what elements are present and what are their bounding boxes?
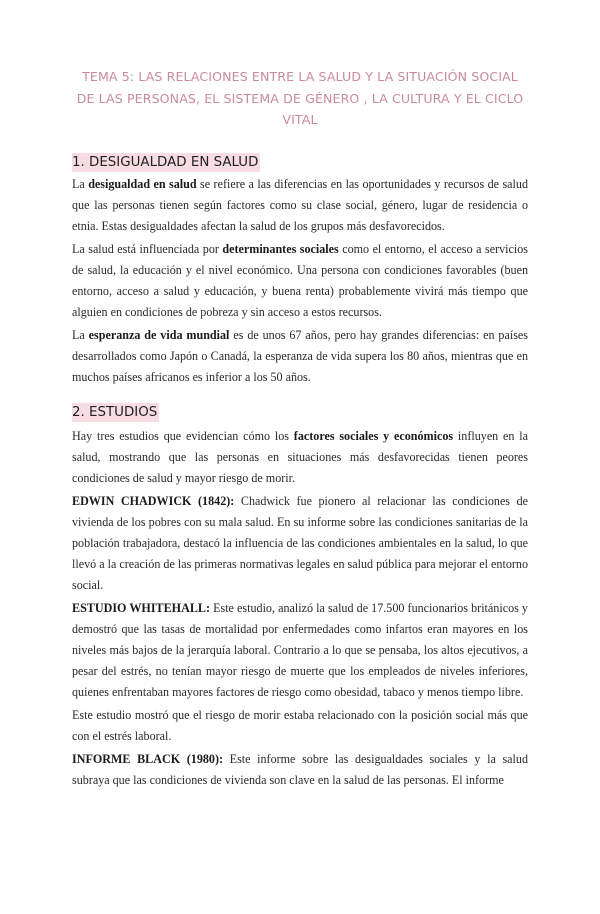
paragraph: Hay tres estudios que evidencian cómo los factores sociales y económicos influyen en la salud, mostrando que las personas en situaciones más desfavorecidas tienen peores condiciones de salud y mayor riesgo de morir. (72, 428, 529, 485)
paragraph: Este estudio mostró que el riesgo de morir estaba relacionado con la posición social más que con el estrés laboral. (72, 707, 528, 743)
paragraph: INFORME BLACK (1980): Este informe sobre las desigualdades sociales y la salud subraya que las condiciones de vivienda son clave en la salud de las personas. El informe (72, 751, 528, 787)
section-heading-estudios: 2. ESTUDIOS (72, 404, 158, 420)
bold-term: desigualdad en salud (88, 176, 197, 191)
section-body-estudios (72, 426, 528, 791)
paragraph: La desigualdad en salud se refiere a las diferencias en las oportunidades y recursos de salud que las personas tienen según factores como su clase social, género, lugar de residencia o etnia. Estas desigualdades afectan la salud de los grupos más desfavorecidos. (72, 176, 529, 233)
bold-term: EDWIN CHADWICK (1842): (72, 493, 235, 508)
bold-term: ESTUDIO WHITEHALL: (72, 600, 210, 615)
paragraph: La salud está influenciada por determinantes sociales como el entorno, el acceso a servicios de salud, la educación y el nivel económico. Una persona con condiciones favorables (buen entorno, acceso a salud y educación, y buena renta) probablemente vivirá más tiempo que alguien en condiciones de pobreza y sin acceso a estos recursos. (72, 241, 528, 319)
paragraph: La esperanza de vida mundial es de unos 67 años, pero hay grandes diferencias: en países desarrollados como Japón o Canadá, la esperanza de vida supera los 80 años, mientras que en muchos países africanos es inferior a los 50 años. (72, 327, 528, 384)
bold-term: determinantes sociales (222, 241, 339, 256)
bold-term: factores sociales y económicos (293, 428, 454, 443)
paragraph: ESTUDIO WHITEHALL: Este estudio, analizó la salud de 17.500 funcionarios británicos y demostró que las tasas de mortalidad por enfermedades como infartos eran mayores en los niveles más bajos de la jerarquía laboral. Contrario a lo que se pensaba, los altos ejecutivos, a pesar del estrés, no tenían mayor riesgo de muerte que los empleados de niveles inferiores, quienes enfrentaban mayores factores de riesgo como obesidad, tabaco y menos tiempo libre. (72, 600, 528, 699)
bold-term: esperanza de vida mundial (88, 327, 230, 342)
document-page (0, 66, 600, 914)
section-heading-desigualdad: 1. DESIGUALDAD EN SALUD (72, 154, 259, 170)
bold-term: INFORME BLACK (1980): (72, 751, 224, 766)
document-title: TEMA 5: LAS RELACIONES ENTRE LA SALUD Y LA SITUACIÓN SOCIAL DE LAS PERSONAS, EL SISTEMA DE GÉNERO , LA CULTURA Y EL CICLO VITAL (76, 69, 524, 127)
section-body-desigualdad (72, 174, 528, 388)
paragraph: EDWIN CHADWICK (1842): Chadwick fue pionero al relacionar las condiciones de vivienda de los pobres con su mala salud. En su informe sobre las condiciones sanitarias de la población trabajadora, destacó la influencia de las condiciones ambientales en la salud, lo que llevó a la creación de las primeras normativas legales en salud pública para mejorar el entorno social. (72, 493, 529, 592)
